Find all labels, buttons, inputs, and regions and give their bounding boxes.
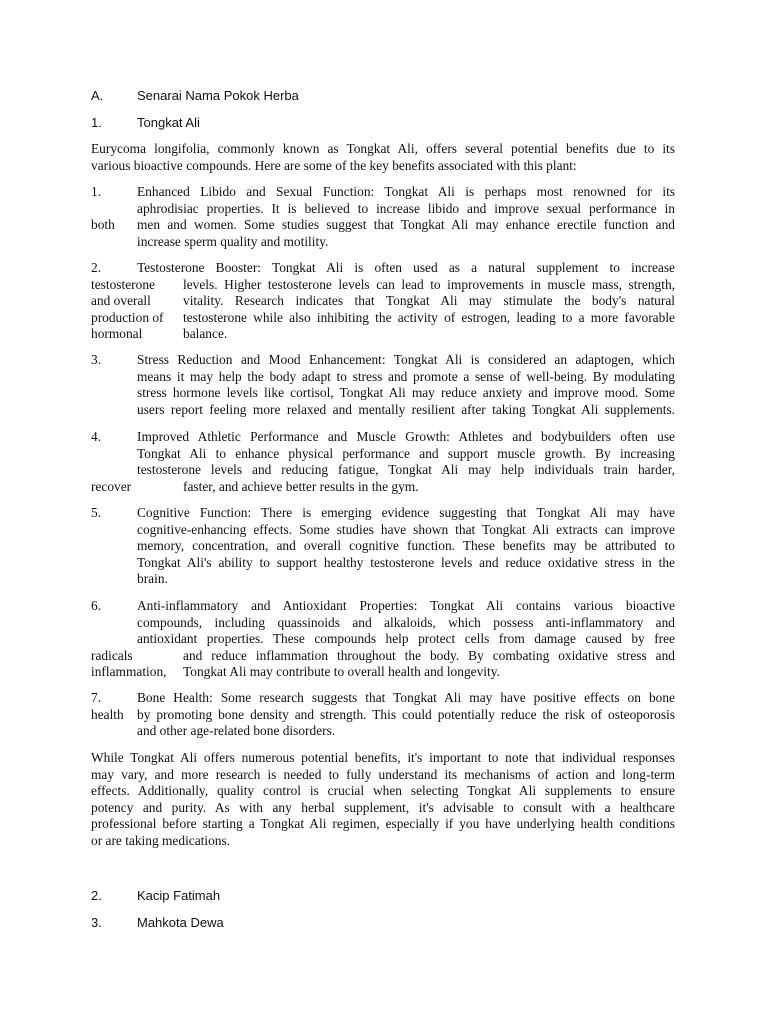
text-line: faster, and achieve better results in the gym.	[183, 478, 419, 494]
text-line: various bioactive compounds. Here are some of the key benefits associated with this plant:	[91, 157, 577, 173]
text-line: aphrodisiac properties. It is believed to increase libido and improve sexual performance in	[137, 200, 675, 216]
text-line: levels. Higher testosterone levels can lead to improvements in muscle mass, strength,	[183, 276, 675, 292]
text-line: vitality. Research indicates that Tongkat Ali may stimulate the body's natural	[183, 293, 675, 309]
margin-word: both	[91, 217, 115, 233]
benefit-item-1	[91, 184, 675, 250]
text-line: Tongkat Ali to enhance physical performance and support muscle growth. By increasing	[137, 445, 675, 461]
herb-number: 1.	[91, 115, 102, 130]
text-line: testosterone while also inhibiting the activity of estrogen, leading to a more favorable	[183, 309, 675, 325]
herb-name: Kacip Fatimah	[137, 888, 221, 903]
item-number: 3.	[91, 352, 102, 367]
section-letter: A.	[91, 88, 104, 103]
item-number: 5.	[91, 505, 102, 520]
margin-word: production of	[91, 309, 164, 325]
benefit-item-7	[91, 690, 675, 740]
text-line: by promoting bone density and strength. This could potentially reduce the risk of osteoporosis	[137, 706, 675, 722]
herb-name: Mahkota Dewa	[137, 915, 224, 930]
text-line: may vary, and more research is needed to fully understand its mechanisms of action and long-term	[91, 766, 675, 782]
intro-paragraph	[91, 141, 675, 174]
herb-name: Tongkat Ali	[137, 115, 200, 130]
text-line: compounds, including quassinoids and alkaloids, which possess anti-inflammatory and	[137, 614, 675, 630]
text-line: users report feeling more relaxed and mentally resilient after taking Tongkat Ali supplements.	[137, 401, 675, 417]
text-line: memory, concentration, and overall cognitive function. These benefits may be attributed to	[137, 538, 675, 554]
text-line: Cognitive Function: There is emerging evidence suggesting that Tongkat Ali may have	[137, 505, 675, 520]
text-line: increase sperm quality and motility.	[137, 233, 329, 249]
text-line: antioxidant properties. These compounds help protect cells from damage caused by free	[137, 631, 675, 647]
text-line: Enhanced Libido and Sexual Function: Tongkat Ali is perhaps most renowned for its	[137, 184, 675, 199]
margin-word: health	[91, 706, 124, 722]
text-line: testosterone levels and reducing fatigue, Tongkat Ali may help individuals train harder,	[137, 462, 675, 478]
text-line: potency and purity. As with any herbal supplement, it's advisable to consult with a healthcare	[91, 799, 675, 815]
text-line: Stress Reduction and Mood Enhancement: Tongkat Ali is considered an adaptogen, which	[137, 352, 675, 367]
benefit-item-6	[91, 598, 675, 681]
text-line: means it may help the body adapt to stress and promote a sense of well-being. By modulating	[137, 368, 675, 384]
text-line: balance.	[183, 326, 228, 342]
text-line: While Tongkat Ali offers numerous potential benefits, it's important to note that individual responses	[91, 750, 675, 765]
margin-word: radicals	[91, 647, 133, 663]
item-number: 1.	[91, 184, 102, 199]
text-line: cognitive-enhancing effects. Some studies have shown that Tongkat Ali extracts can improve	[137, 521, 675, 537]
text-line: and reduce inflammation throughout the body. By combating oxidative stress and	[183, 647, 675, 663]
herb-number: 3.	[91, 915, 102, 930]
benefit-item-5	[91, 505, 675, 588]
margin-word: inflammation,	[91, 664, 167, 680]
text-line: or are taking medications.	[91, 832, 231, 848]
text-line: men and women. Some studies suggest that Tongkat Ali may enhance erectile function and	[137, 217, 675, 233]
text-line: Bone Health: Some research suggests that Tongkat Ali may have positive effects on bone	[137, 690, 675, 705]
margin-word: hormonal	[91, 326, 143, 342]
text-line: effects. Additionally, quality control is crucial when selecting Tongkat Ali supplements to ensure	[91, 783, 675, 799]
text-line: Anti-inflammatory and Antioxidant Properties: Tongkat Ali contains various bioactive	[137, 598, 675, 613]
section-title: Senarai Nama Pokok Herba	[137, 88, 299, 103]
benefit-item-3	[91, 352, 675, 418]
closing-paragraph	[91, 750, 675, 850]
text-line: professional before starting a Tongkat Ali regimen, especially if you have underlying health conditions	[91, 816, 675, 832]
herb-number: 2.	[91, 888, 102, 903]
item-number: 6.	[91, 598, 102, 613]
text-line: and other age-related bone disorders.	[137, 723, 336, 739]
text-line: Tongkat Ali's ability to support healthy testosterone levels and reduce oxidative stress in the	[137, 554, 675, 570]
benefit-item-4	[91, 429, 675, 495]
margin-word: and overall	[91, 293, 151, 309]
text-line: Improved Athletic Performance and Muscle Growth: Athletes and bodybuilders often use	[137, 429, 675, 444]
text-line: stress hormone levels like cortisol, Tongkat Ali may reduce anxiety and improve mood. Some	[137, 385, 675, 401]
text-line: Tongkat Ali may contribute to overall health and longevity.	[183, 664, 500, 680]
margin-word: recover	[91, 478, 132, 494]
item-number: 7.	[91, 690, 102, 705]
text-line: Testosterone Booster: Tongkat Ali is often used as a natural supplement to increase	[137, 260, 675, 275]
margin-word: testosterone	[91, 276, 155, 292]
item-number: 2.	[91, 260, 102, 275]
text-line: brain.	[137, 571, 168, 587]
text-line: Eurycoma longifolia, commonly known as Tongkat Ali, offers several potential benefits due to its	[91, 141, 675, 156]
item-number: 4.	[91, 429, 102, 444]
benefit-item-2	[91, 260, 675, 343]
